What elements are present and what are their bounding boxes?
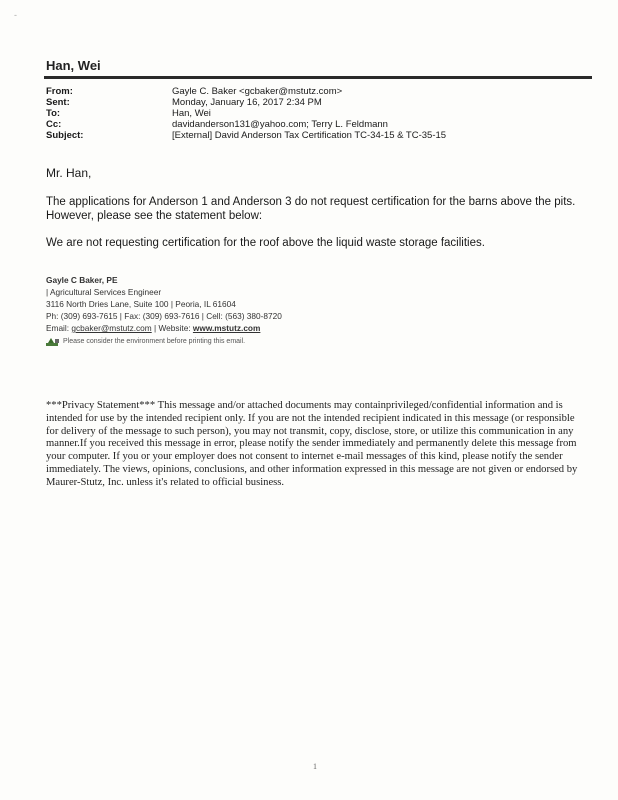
environment-note <box>46 336 406 348</box>
page-title: Han, Wei <box>46 58 101 73</box>
header-label: Sent: <box>46 97 70 108</box>
header-sent <box>46 97 586 108</box>
body-paragraph-2: We are not requesting certification for the roof above the liquid waste storage facilities. <box>46 237 485 249</box>
header-cc <box>46 119 586 130</box>
header-from <box>46 86 586 97</box>
header-to <box>46 108 586 119</box>
email-link[interactable]: gcbaker@mstutz.com <box>71 323 152 333</box>
header-value: Han, Wei <box>172 108 211 119</box>
header-label: Subject: <box>46 130 84 141</box>
scan-mark: - <box>14 10 17 20</box>
email-label: Email: <box>46 323 72 333</box>
signature-address: 3116 North Dries Lane, Suite 100 | Peoria, IL 61604 <box>46 299 236 309</box>
email-headers <box>46 86 586 141</box>
header-value: Monday, January 16, 2017 2:34 PM <box>172 97 322 108</box>
body-paragraph-1: The applications for Anderson 1 and Anderson 3 do not request certification for the barns above the pits. However, please see the statement below: <box>46 196 576 222</box>
header-subject <box>46 130 586 141</box>
header-label: To: <box>46 108 61 119</box>
header-value: [External] David Anderson Tax Certification TC-34-15 & TC-35-15 <box>172 130 447 141</box>
header-value: davidanderson131@yahoo.com; Terry L. Feldmann <box>172 119 388 130</box>
header-value: Gayle C. Baker <gcbaker@mstutz.com> <box>172 86 343 97</box>
title-divider <box>44 76 592 79</box>
page-number: 1 <box>313 762 317 771</box>
header-label: Cc: <box>46 119 62 130</box>
signature-phones: Ph: (309) 693-7615 | Fax: (309) 693-7616 | Cell: (563) 380-8720 <box>46 311 282 321</box>
signature-contact <box>46 322 406 334</box>
greeting: Mr. Han, <box>46 166 92 180</box>
signature-name: Gayle C Baker, PE <box>46 275 118 285</box>
signature-role: | Agricultural Services Engineer <box>46 287 162 297</box>
header-label: From: <box>46 86 73 97</box>
website-label: | Website: <box>151 323 193 333</box>
environment-note-text: Please consider the environment before printing this email. <box>63 338 246 345</box>
website-link[interactable]: www.mstutz.com <box>192 323 261 333</box>
signature-block <box>46 274 406 348</box>
tree-print-icon <box>46 337 60 347</box>
privacy-statement: ***Privacy Statement*** This message and/or attached documents may containprivileged/confidential information and is intended for use by the intended recipient only. If you are not the intended recipient indicated in this message (or responsible for delivery of the message to such person), you may not transmit, copy, disclose, store, or utilize this communication in any manner.If you received this message in error, please notify the sender immediately and permanently delete this message from your computer. If you or your employer does not consent to internet e-mail messages of this kind, please notify the sender immediately. The views, opinions, conclusions, and other information expressed in this message are not given or endorsed by Maurer-Stutz, Inc. unless it's related to official business. <box>46 400 578 488</box>
